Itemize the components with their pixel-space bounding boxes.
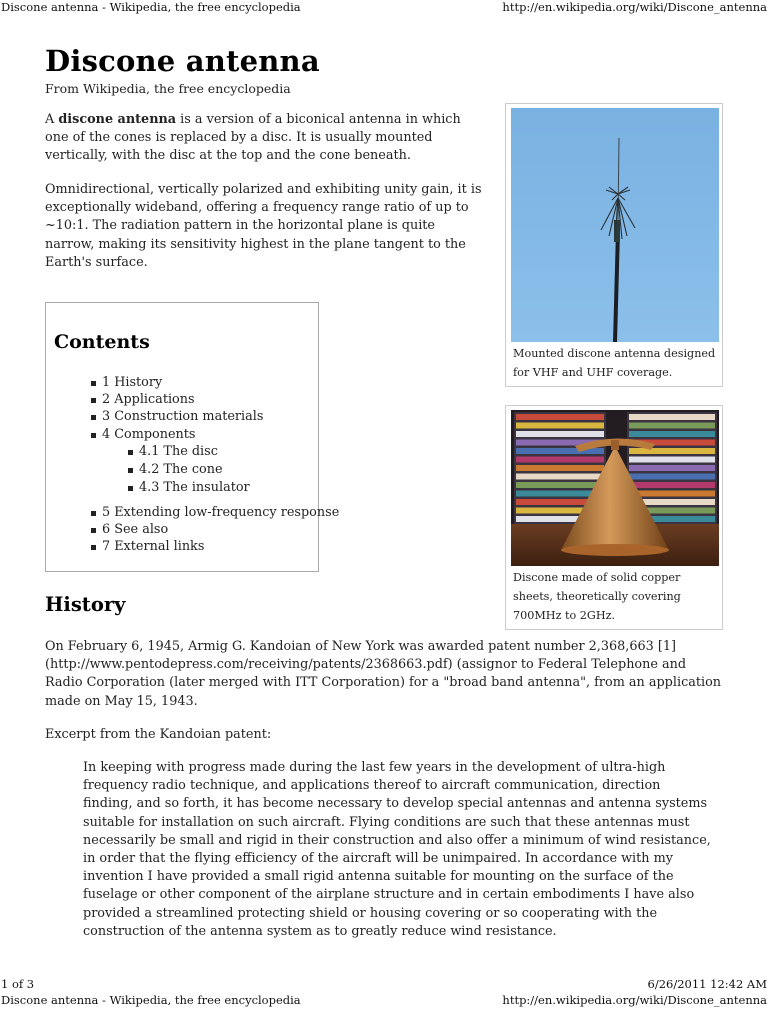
toc-item-the-cone[interactable]: 4.2 The cone <box>139 462 223 477</box>
intro-rest: is a version of a biconical antenna in which one of the cones is replaced by a disc. It is usually mounted vertically, with the disc at the top and the cone beneath. <box>45 112 461 164</box>
toc-item-external-links[interactable]: 7 External links <box>102 539 204 554</box>
cd-spine <box>516 457 604 463</box>
copper-discone-image[interactable] <box>511 410 719 566</box>
cd-spine <box>629 414 715 420</box>
cd-spine <box>629 423 715 429</box>
excerpt-intro: Excerpt from the Kandoian patent: <box>45 727 272 742</box>
cd-spine <box>629 482 715 488</box>
toc-title: Contents <box>54 331 150 353</box>
toc-item-history[interactable]: 1 History <box>102 375 162 390</box>
figure-mounted-discone <box>505 103 723 387</box>
mounted-discone-image[interactable] <box>511 108 719 342</box>
bullet-icon <box>91 433 96 438</box>
intro-prefix: A <box>45 112 59 127</box>
cd-spine <box>629 431 715 437</box>
toc-item-components[interactable]: 4 Components <box>102 427 196 442</box>
cd-spine <box>516 414 604 420</box>
bullet-icon <box>91 545 96 550</box>
figure-copper-discone <box>505 405 723 630</box>
cd-spine <box>629 465 715 471</box>
intro-paragraph <box>45 111 485 166</box>
cd-spine <box>629 474 715 480</box>
bullet-icon <box>128 450 133 455</box>
print-footer-datetime: 6/26/2011 12:42 AM <box>647 977 767 991</box>
cd-spine <box>629 491 715 497</box>
print-header-url[interactable]: http://en.wikipedia.org/wiki/Discone_antenna <box>502 0 767 14</box>
bullet-icon <box>91 511 96 516</box>
toc-item-the-insulator[interactable]: 4.3 The insulator <box>139 480 250 495</box>
copper-discone-photo-illustration <box>511 410 719 566</box>
figure-caption: Mounted discone antenna designed for VHF and UHF coverage. <box>513 347 716 379</box>
print-footer-page: 1 of 3 <box>1 977 35 991</box>
cd-spine <box>629 457 715 463</box>
toc-item-the-disc[interactable]: 4.1 The disc <box>139 444 218 459</box>
bullet-icon <box>91 528 96 533</box>
discone-photo-illustration <box>511 108 719 342</box>
patent-quote: In keeping with progress made during the last few years in the development of ultra-high frequency radio technique, and applications thereof to aircraft communication, direction finding, and so forth, it has become necessary to develop special antennas and antenna systems suitable for installation on such aircraft. Flying conditions are such that these antennas must necessarily be small and rigid in their construction and also offer a minimum of wind resistance, in order that the flying efficiency of the aircraft will be unimpaired. In accordance with my invention I have provided a small rigid antenna suitable for mounting on the surface of the fuselage or other component of the airplane structure and in certain embodiments I have also provided a streamlined protecting shield or housing covering or so cooperating with the construction of the antenna system as to greatly reduce wind resistance. <box>83 760 711 939</box>
bullet-icon <box>91 398 96 403</box>
cd-spine <box>516 465 604 471</box>
intro-term: discone antenna <box>58 112 177 127</box>
cd-spine <box>516 431 604 437</box>
bullet-icon <box>128 486 133 491</box>
cd-spine <box>516 423 604 429</box>
print-header-title: Discone antenna - Wikipedia, the free encyclopedia <box>1 0 301 14</box>
table-of-contents <box>45 302 340 572</box>
cd-spine <box>516 474 604 480</box>
print-footer-title: Discone antenna - Wikipedia, the free encyclopedia <box>1 993 301 1007</box>
cd-spine <box>629 448 715 454</box>
toc-item-extending-low-frequency[interactable]: 5 Extending low-frequency response <box>102 505 339 520</box>
cd-spine <box>516 482 604 488</box>
second-paragraph: Omnidirectional, vertically polarized and exhibiting unity gain, it is exceptionally wideband, offering a frequency range ratio of up to ~10:1. The radiation pattern in the horizontal plane is quite narrow, making its sensitivity highest in the plane tangent to the Earth's surface. <box>45 182 482 270</box>
page-subtitle: From Wikipedia, the free encyclopedia <box>45 81 291 96</box>
bullet-icon <box>91 415 96 420</box>
history-paragraph: On February 6, 1945, Armig G. Kandoian of New York was awarded patent number 2,368,663 [1] (http://www.pentodepress.com/receiving/patents/2368663.pdf) (assignor to Federal Telephone and Radio Corporation (later merged with ITT Corporation) for a "broad band antenna", from an application made on May 15, 1943. <box>45 639 722 709</box>
bullet-icon <box>128 468 133 473</box>
toc-item-applications[interactable]: 2 Applications <box>102 392 195 407</box>
history-heading: History <box>45 593 126 616</box>
page-title: Discone antenna <box>45 44 320 78</box>
toc-item-construction-materials[interactable]: 3 Construction materials <box>102 409 263 424</box>
bullet-icon <box>91 381 96 386</box>
cd-spine <box>516 448 604 454</box>
figure-caption: Discone made of solid copper sheets, theoretically covering 700MHz to 2GHz. <box>513 571 681 622</box>
toc-item-see-also[interactable]: 6 See also <box>102 522 168 537</box>
print-footer-url[interactable]: http://en.wikipedia.org/wiki/Discone_antenna <box>502 993 767 1007</box>
